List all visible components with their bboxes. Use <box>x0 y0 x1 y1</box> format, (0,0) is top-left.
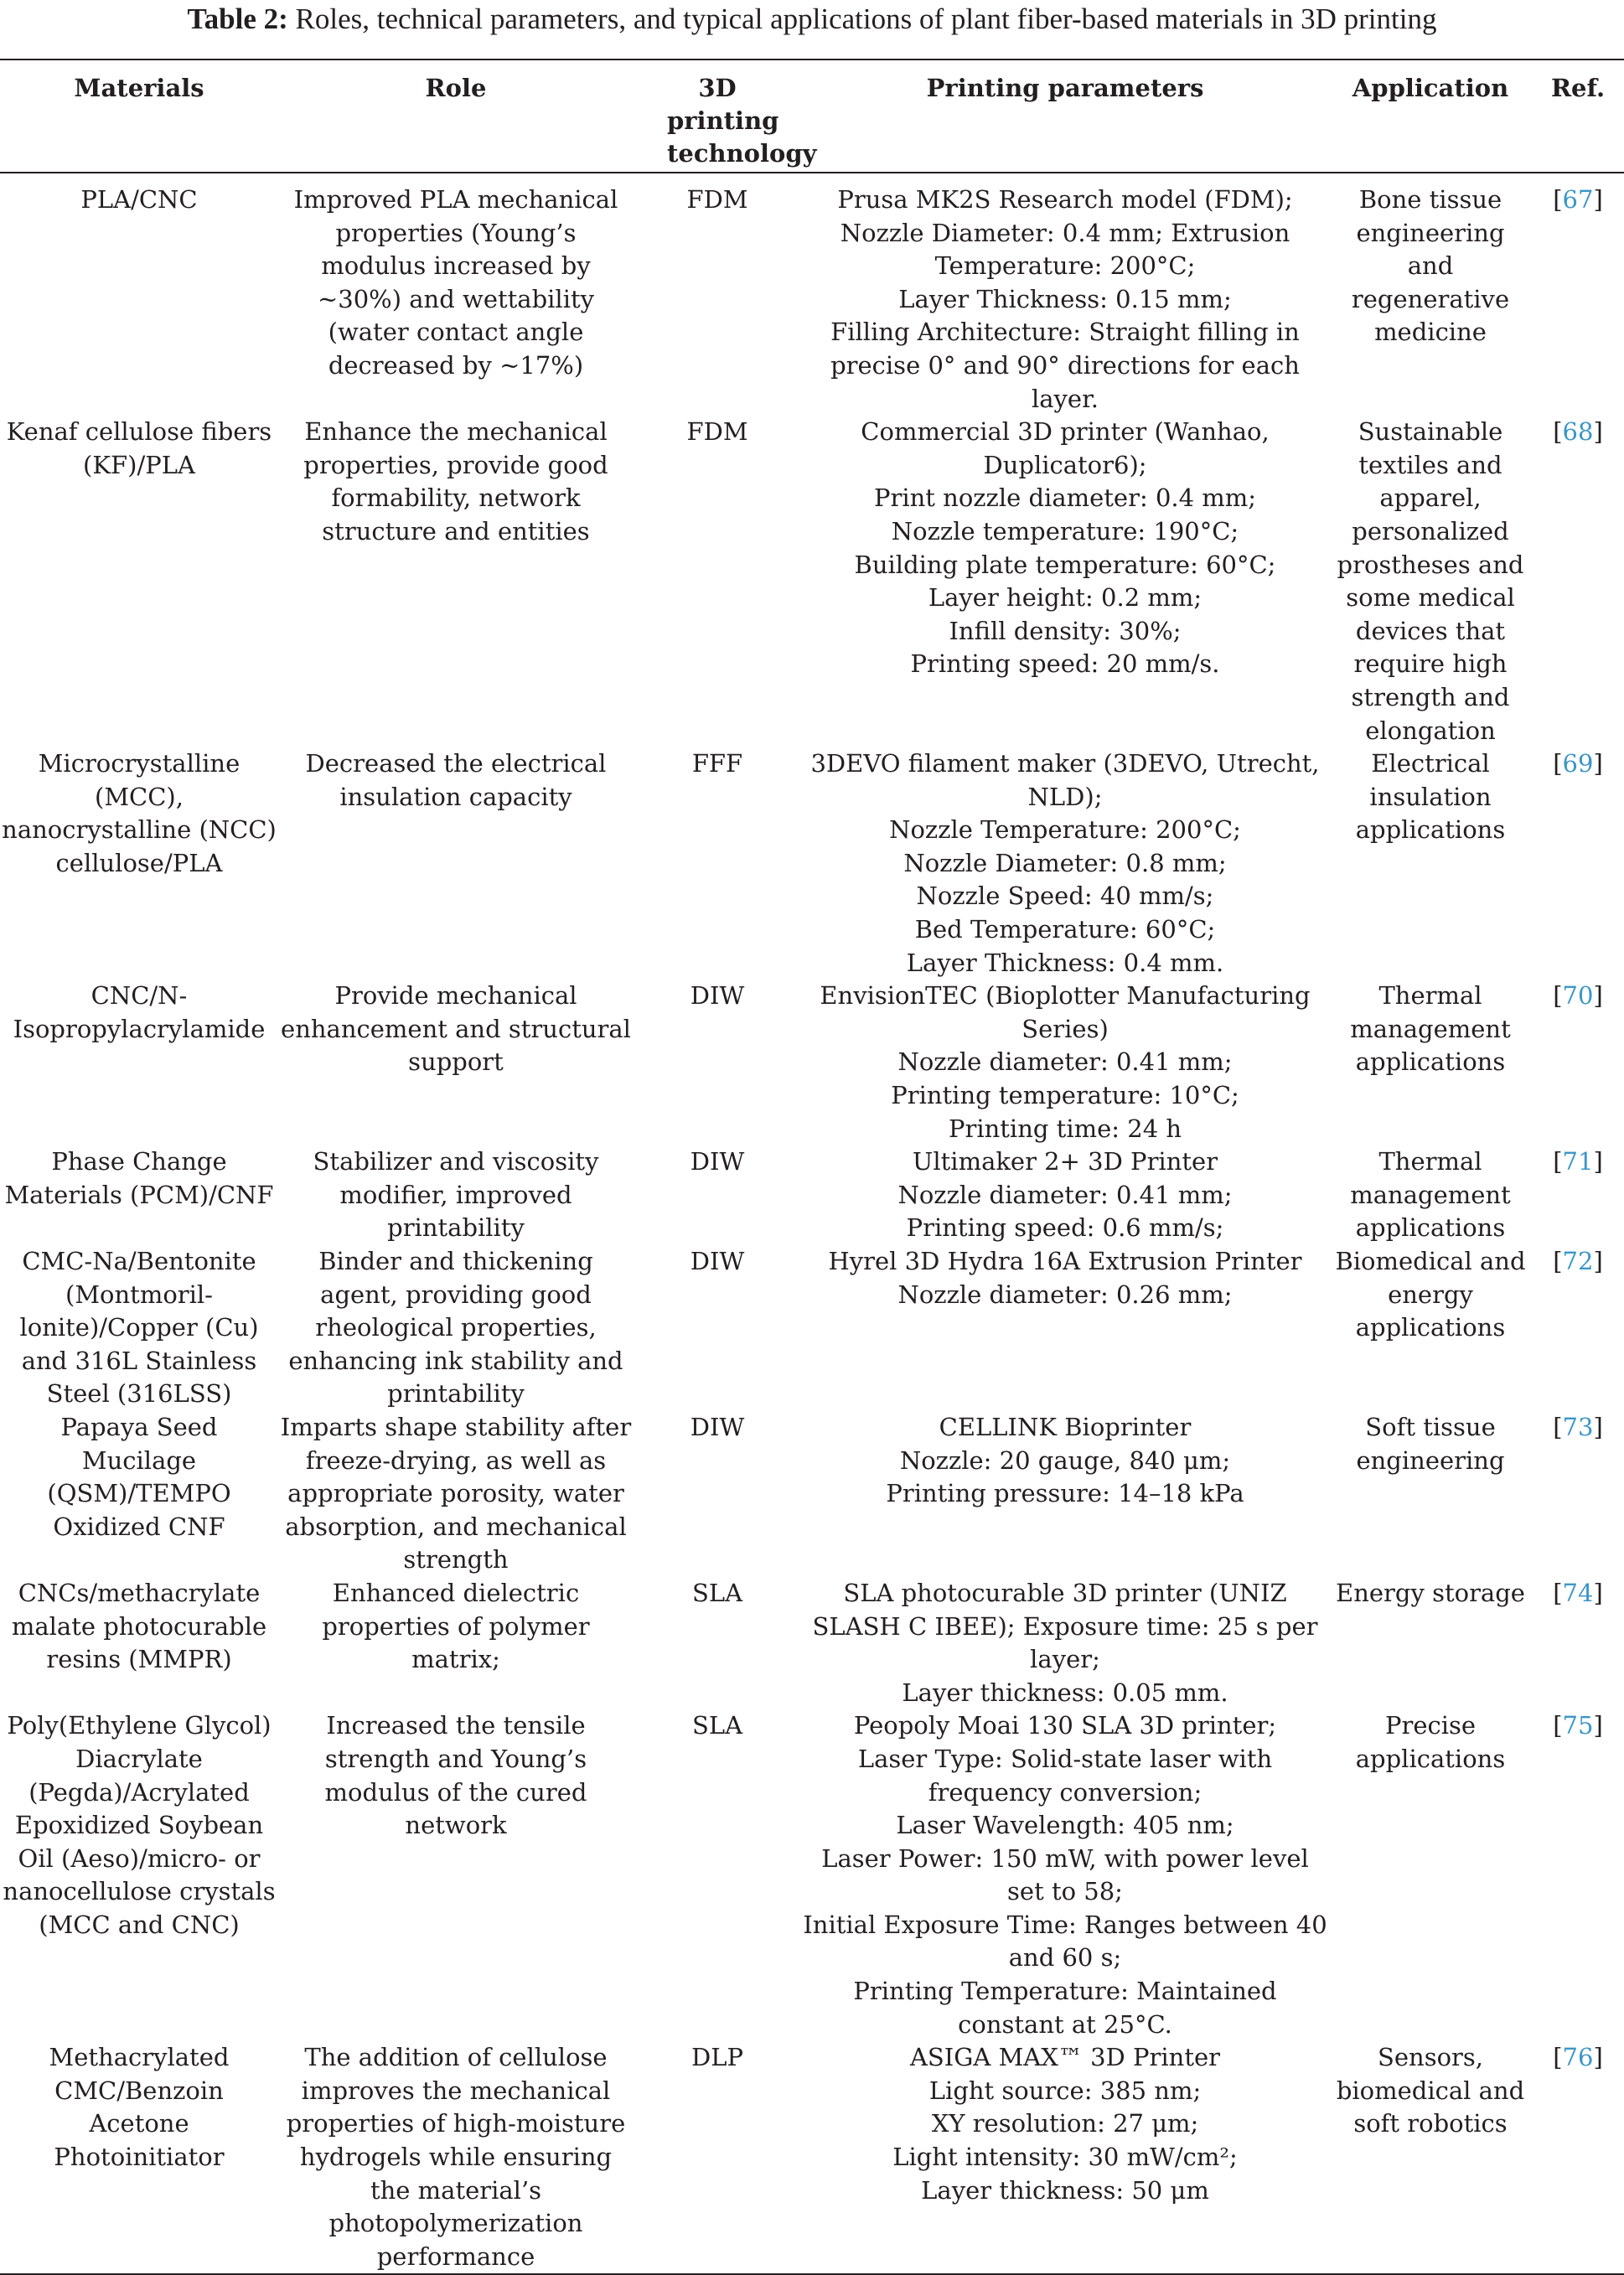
cell-parameters <box>801 1145 1329 1245</box>
parameter-line: Nozzle diameter: 0.41 mm; <box>897 1180 1233 1209</box>
cell-parameters <box>801 1411 1329 1577</box>
parameter-line: Filling Architecture: Straight filling in precise 0° and 90° directions for each layer. <box>830 318 1300 413</box>
parameter-line: Layer thickness: 50 μm <box>921 2175 1209 2205</box>
cell-role: Enhanced dielectric properties of polymer matrix; <box>322 1578 590 1674</box>
parameter-line: Nozzle Speed: 40 mm/s; <box>916 882 1214 911</box>
table-header-row <box>0 60 1624 173</box>
cell-parameters <box>801 2041 1329 2273</box>
parameter-line: Infill density: 30%; <box>949 616 1182 645</box>
cell-application: Sensors, biomedical and soft robotics <box>1336 2043 1525 2138</box>
header-role: Role <box>278 60 634 173</box>
table-body <box>0 173 1624 2273</box>
header-materials: Materials <box>0 60 278 173</box>
parameter-line: Laser Power: 150 mW, with power level set to 58; <box>821 1843 1309 1906</box>
cell-role: The addition of cellulose improves the mechanical properties of high-moisture hydrogels while ensuring the material’s photopolymerization performance <box>286 2043 626 2271</box>
table-row <box>0 980 1624 1145</box>
cell-ref: [69] <box>1553 749 1603 778</box>
parameter-line: Printing temperature: 10°C; <box>891 1081 1239 1110</box>
parameter-line: XY resolution: 27 μm; <box>931 2109 1199 2138</box>
cell-parameters <box>801 1577 1329 1709</box>
cell-parameters <box>801 1709 1329 2041</box>
cell-application: Energy storage <box>1336 1578 1525 1607</box>
cell-role: Imparts shape stability after freeze-drying, as well as appropriate porosity, water absorption, and mechanical strength <box>280 1412 632 1574</box>
reference-link[interactable]: 71 <box>1562 1147 1594 1176</box>
cell-material: Phase Change Materials (PCM)/CNF <box>4 1147 274 1209</box>
table-row <box>0 1245 1624 1411</box>
cell-role: Binder and thickening agent, providing good rheological properties, enhancing ink stability and printability <box>288 1247 623 1409</box>
cell-technology: SLA <box>691 1578 743 1607</box>
parameter-line: Printing Temperature: Maintained constant at 25°C. <box>853 1977 1277 2039</box>
header-parameters: Printing parameters <box>801 60 1329 173</box>
cell-technology: FDM <box>686 417 748 447</box>
reference-link[interactable]: 76 <box>1562 2043 1594 2072</box>
parameter-line: Light intensity: 30 mW/cm²; <box>892 2143 1238 2172</box>
parameter-line: Ultimaker 2+ 3D Printer <box>912 1147 1218 1176</box>
parameter-line: Laser Type: Solid-state laser with frequency conversion; <box>857 1744 1273 1807</box>
parameter-line: Building plate temperature: 60°C; <box>854 550 1276 579</box>
cell-application: Bone tissue engineering and regenerative medicine <box>1351 185 1510 347</box>
cell-role: Increased the tensile strength and Young’s modulus of the cured network <box>324 1711 587 1840</box>
cell-technology: FFF <box>691 749 743 778</box>
parameter-line: 3DEVO filament maker (3DEVO, Utrecht, NLD); <box>810 749 1320 811</box>
reference-link[interactable]: 70 <box>1562 981 1594 1011</box>
reference-link[interactable]: 69 <box>1562 749 1594 778</box>
cell-role: Stabilizer and viscosity modifier, improved printability <box>313 1147 599 1243</box>
cell-technology: FDM <box>686 185 748 214</box>
parameter-line: CELLINK Bioprinter <box>939 1412 1192 1441</box>
cell-application: Sustainable textiles and apparel, personalized prostheses and some medical devices that require high strength and elongation <box>1337 417 1524 745</box>
data-table <box>0 59 1624 2275</box>
cell-parameters <box>801 173 1329 416</box>
table-row <box>0 747 1624 980</box>
parameter-line: EnvisionTEC (Bioplotter Manufacturing Series) <box>820 981 1311 1043</box>
cell-application: Soft tissue engineering <box>1356 1412 1505 1475</box>
table-row <box>0 1411 1624 1577</box>
parameter-line: Nozzle Temperature: 200°C; <box>889 815 1241 845</box>
header-ref: Ref. <box>1532 60 1624 173</box>
cell-material: Poly(Ethylene Glycol) Diacrylate (Pegda)/Acrylated Epoxidized Soybean Oil (Aeso)/micro- or nanocellulose crystals (MCC and CNC) <box>3 1711 276 1939</box>
cell-parameters <box>801 747 1329 980</box>
reference-link[interactable]: 75 <box>1562 1711 1594 1740</box>
cell-material: Methacrylated CMC/Benzoin Acetone Photoinitiator <box>49 2043 230 2172</box>
cell-ref: [71] <box>1553 1147 1603 1176</box>
cell-technology: DIW <box>690 1147 745 1176</box>
header-technology: 3D printing technology <box>634 60 801 173</box>
table-caption <box>0 2 1624 37</box>
cell-technology: DIW <box>690 1412 745 1441</box>
parameter-line: Nozzle diameter: 0.41 mm; <box>897 1047 1233 1077</box>
cell-role: Decreased the electrical insulation capacity <box>305 749 607 811</box>
parameter-line: Layer height: 0.2 mm; <box>928 583 1202 613</box>
cell-application: Biomedical and energy applications <box>1335 1247 1526 1342</box>
parameter-line: Printing speed: 20 mm/s. <box>910 649 1220 679</box>
parameter-line: Initial Exposure Time: Ranges between 40 and 60 s; <box>803 1910 1327 1973</box>
cell-ref: [74] <box>1553 1578 1603 1607</box>
table-row <box>0 416 1624 747</box>
cell-parameters <box>801 980 1329 1145</box>
parameter-line: Print nozzle diameter: 0.4 mm; <box>873 483 1257 513</box>
cell-application: Precise applications <box>1355 1711 1506 1773</box>
cell-material: PLA/CNC <box>80 185 198 214</box>
parameter-line: Hyrel 3D Hydra 16A Extrusion Printer <box>828 1247 1302 1275</box>
cell-ref: [73] <box>1553 1412 1603 1441</box>
cell-ref: [76] <box>1553 2043 1603 2072</box>
table-row <box>0 1577 1624 1709</box>
cell-parameters <box>801 1245 1329 1411</box>
cell-ref: [72] <box>1553 1247 1603 1275</box>
cell-technology: SLA <box>691 1711 743 1740</box>
parameter-line: Printing pressure: 14–18 kPa <box>886 1479 1244 1508</box>
parameter-line: Nozzle temperature: 190°C; <box>891 516 1239 545</box>
cell-material: CMC-Na/Bentonite (Montmoril-lonite)/Copper (Cu) and 316L Stainless Steel (316LSS) <box>19 1247 259 1409</box>
cell-material: CNCs/methacrylate malate photocurable resins (MMPR) <box>11 1578 267 1674</box>
cell-ref: [75] <box>1553 1711 1603 1740</box>
parameter-line: Nozzle Diameter: 0.8 mm; <box>903 848 1227 877</box>
parameter-line: Nozzle diameter: 0.26 mm; <box>897 1280 1233 1309</box>
reference-link[interactable]: 74 <box>1562 1578 1594 1607</box>
parameter-line: Peopoly Moai 130 SLA 3D printer; <box>853 1711 1277 1740</box>
parameter-line: Nozzle Diameter: 0.4 mm; Extrusion Temperature: 200°C; <box>840 218 1290 281</box>
parameter-line: Layer Thickness: 0.15 mm; <box>898 284 1232 313</box>
parameter-line: Layer thickness: 0.05 mm. <box>902 1678 1228 1707</box>
table-caption-label: Table 2: <box>187 3 288 35</box>
cell-material: CNC/N-Isopropylacrylamide <box>13 981 266 1043</box>
table-row <box>0 2041 1624 2273</box>
cell-parameters <box>801 416 1329 747</box>
cell-ref: [70] <box>1553 981 1603 1011</box>
cell-ref: [68] <box>1553 417 1603 447</box>
cell-material: Microcrystalline (MCC), nanocrystalline (NCC) cellulose/PLA <box>2 749 277 877</box>
header-application: Application <box>1329 60 1532 173</box>
parameter-line: Nozzle: 20 gauge, 840 μm; <box>899 1445 1231 1475</box>
parameter-line: Printing time: 24 h <box>948 1114 1182 1143</box>
cell-role: Provide mechanical enhancement and structural support <box>281 981 631 1077</box>
parameter-line: Bed Temperature: 60°C; <box>914 915 1216 944</box>
reference-link[interactable]: 67 <box>1562 185 1594 214</box>
reference-link[interactable]: 68 <box>1562 417 1594 447</box>
cell-material: Papaya Seed Mucilage (QSM)/TEMPO Oxidized CNF <box>47 1412 231 1541</box>
parameter-line: Laser Wavelength: 405 nm; <box>896 1811 1234 1840</box>
table-caption-text: Roles, technical parameters, and typical applications of plant fiber-based materials in 3D printing <box>295 3 1437 35</box>
parameter-line: Light source: 385 nm; <box>928 2076 1202 2105</box>
cell-application: Thermal management applications <box>1350 1147 1511 1243</box>
table-row <box>0 173 1624 416</box>
parameter-line: Commercial 3D printer (Wanhao, Duplicator6); <box>861 417 1270 479</box>
table-row <box>0 1145 1624 1245</box>
parameter-line: Prusa MK2S Research model (FDM); <box>837 185 1293 214</box>
cell-role: Improved PLA mechanical properties (Young’s modulus increased by ~30%) and wettability (water contact angle decreased by ~17%) <box>293 185 618 380</box>
parameter-line: Layer Thickness: 0.4 mm. <box>906 948 1224 977</box>
reference-link[interactable]: 73 <box>1562 1412 1594 1441</box>
cell-ref: [67] <box>1553 185 1603 214</box>
parameter-line: ASIGA MAX™ 3D Printer <box>909 2043 1221 2072</box>
cell-technology: DIW <box>690 981 745 1011</box>
cell-application: Thermal management applications <box>1350 981 1511 1077</box>
cell-role: Enhance the mechanical properties, provide good formability, network structure and entities <box>303 417 608 545</box>
table-row <box>0 1709 1624 2041</box>
cell-technology: DLP <box>690 2043 744 2072</box>
reference-link[interactable]: 72 <box>1562 1247 1594 1275</box>
cell-application: Electrical insulation applications <box>1355 749 1506 845</box>
parameter-line: Printing speed: 0.6 mm/s; <box>906 1213 1224 1243</box>
parameter-line: SLA photocurable 3D printer (UNIZ SLASH C IBEE); Exposure time: 25 s per layer; <box>812 1578 1318 1674</box>
cell-technology: DIW <box>690 1247 745 1275</box>
cell-material: Kenaf cellulose fibers (KF)/PLA <box>6 417 272 479</box>
